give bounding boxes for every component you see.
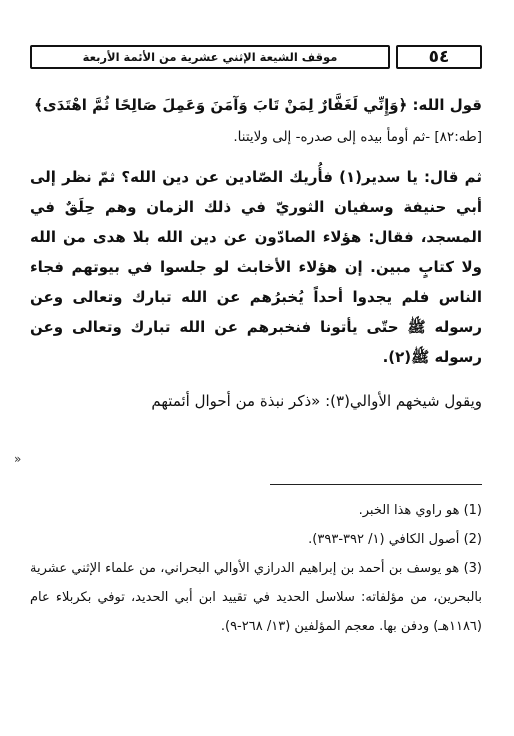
footnote-item — [30, 525, 482, 554]
footnote-item — [30, 496, 482, 525]
surah-reference-line: [طه:٨٢] -ثم أومأ بيده إلى صدره- إلى ولايتنا. — [233, 129, 482, 145]
page-number: ٥٤ — [396, 45, 482, 69]
footnote-text: أصول الكافي (١/ ٣٩٢-٣٩٣). — [308, 532, 460, 547]
footnote-text: هو راوي هذا الخبر. — [358, 503, 460, 518]
running-title: موقف الشيعة الإثني عشرية من الأئمة الأربعة — [30, 45, 390, 69]
footnote-marker: (3) — [463, 561, 482, 576]
main-text — [30, 90, 482, 416]
footnotes — [30, 496, 482, 641]
footnote-item — [30, 554, 482, 641]
quran-quote-line: قول الله: ﴿وَإِنِّي لَغَفَّارٌ لِمَنْ تَابَ وَآمَنَ وَعَمِلَ صَالِحًا ثُمَّ اهْتَدَى﴾ — [34, 96, 482, 114]
footnote-marker: (1) — [463, 503, 482, 518]
running-header — [30, 45, 482, 71]
sheikh-quote-paragraph: ويقول شيخهم الأوالي(٣): «ذكر نبذة من أحوال أئمتهم — [151, 392, 482, 410]
margin-quote-mark: » — [14, 452, 22, 466]
footnote-divider — [270, 484, 482, 485]
footnote-text: هو يوسف بن أحمد بن إبراهيم الدرازي الأوالي البحراني، من علماء الإثني عشرية بالبحرين، من مؤلفاته: سلاسل الحديد في تقييد ابن أبي الحديد، توفي بكربلاء عام (١١٨٦هـ) ودفن بها. معجم المؤلفين (١٣/ ٢٦٨-٩). — [30, 561, 482, 634]
footnote-marker: (2) — [463, 532, 482, 547]
narration-paragraph: ثم قال: يا سدير(١) فأُريك الصّادين عن دين الله؟ ثمّ نظر إلى أبي حنيفة وسفيان الثوريّ في ذلك الزمان وهم حِلَقٌ في المسجد، فقال: هؤلاء الصادّون عن دين الله بلا هدى من الله ولا كتابٍ مبين. إن هؤلاء الأخابث لو جلسوا في بيوتهم فجاء الناس فلم يجدوا أحداً يُخبرُهم عن الله تبارك وتعالى وعن رسوله ﷺ حتّى يأتونا فنخبرهم عن الله تبارك وتعالى وعن رسوله ﷺ(٢). — [30, 168, 483, 366]
